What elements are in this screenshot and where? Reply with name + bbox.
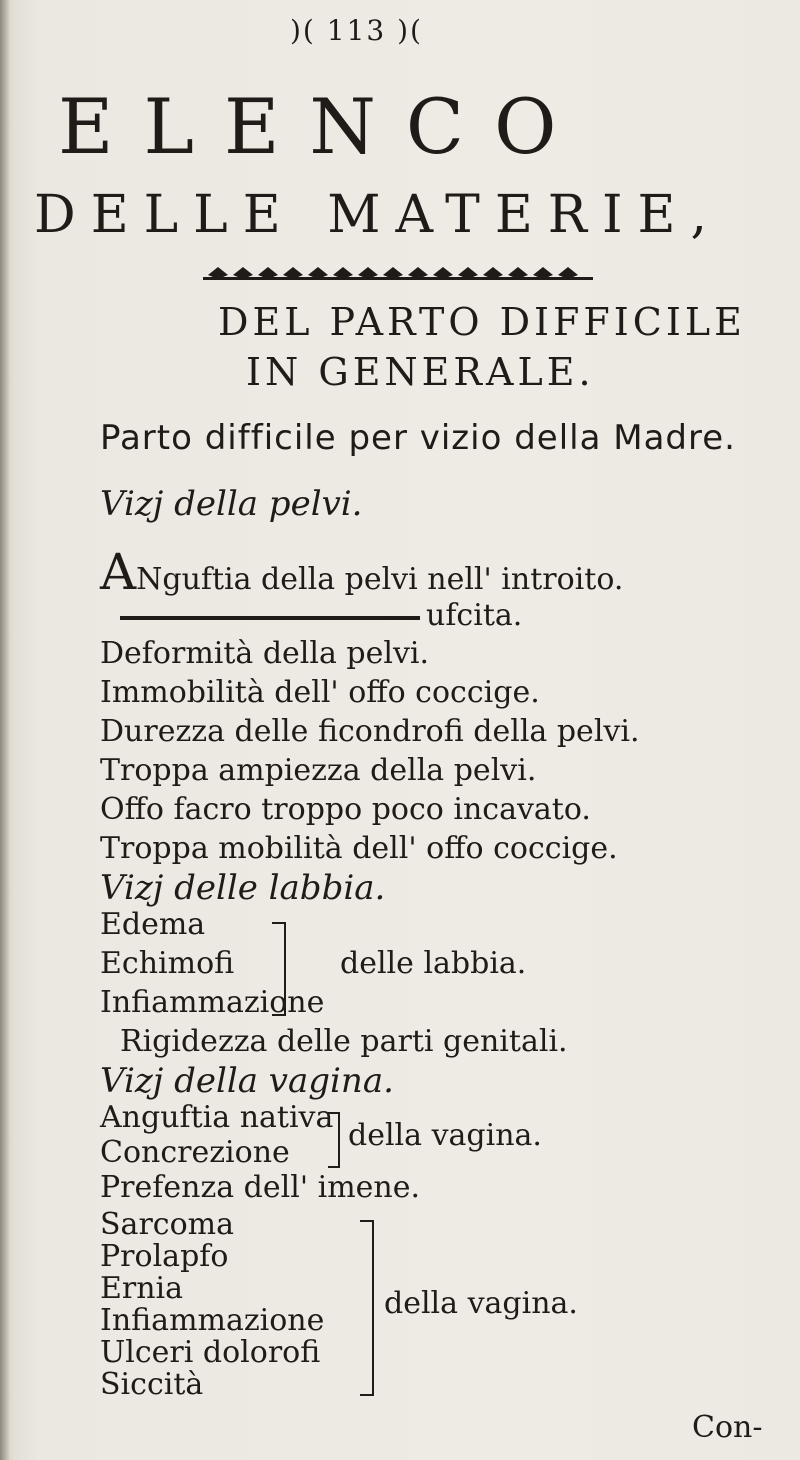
list-item: Deformità della pelvi. — [100, 636, 430, 671]
section-title-line-1: DEL PARTO DIFFICILE — [218, 300, 746, 344]
list-item: Troppa mobilità dell' offo coccige. — [100, 831, 618, 866]
list-item: Troppa ampiezza della pelvi. — [100, 753, 537, 788]
list-item: Concrezione — [100, 1135, 290, 1170]
page-number: )( 113 )( — [290, 14, 423, 47]
list-item: Immobilità dell' offo coccige. — [100, 675, 540, 710]
list-item — [100, 543, 623, 601]
list-item: Siccità — [100, 1367, 204, 1402]
subtitle: Parto difficile per vizio della Madre. — [100, 418, 736, 458]
heading-vizj-pelvi: Vizj della pelvi. — [100, 484, 363, 524]
list-item: Sarcoma — [100, 1207, 234, 1242]
section-title-line-2: IN GENERALE. — [246, 350, 595, 394]
heading-vizj-vagina: Vizj della vagina. — [100, 1061, 394, 1101]
list-item: Prefenza dell' imene. — [100, 1170, 421, 1205]
bracket-label: della vagina. — [384, 1286, 578, 1321]
list-item: Durezza delle ficondrofi della pelvi. — [100, 714, 640, 749]
list-item-text: Nguftia della pelvi nell' introito. — [136, 562, 624, 597]
page-edge-shadow — [0, 0, 10, 1460]
list-item: Infiammazione — [100, 1303, 325, 1338]
bracket-label: delle labbia. — [340, 946, 527, 981]
list-item: Echimofi — [100, 946, 235, 981]
title-line-2: DELLE MATERIE, — [34, 185, 722, 245]
list-item: Rigidezza delle parti genitali. — [120, 1024, 568, 1059]
heading-vizj-labbia: Vizj delle labbia. — [100, 868, 386, 908]
list-item: ufcita. — [426, 598, 523, 633]
bracket — [328, 1112, 340, 1168]
list-item: Ernia — [100, 1271, 184, 1306]
list-item: Anguftia nativa — [100, 1100, 334, 1135]
catchword: Con- — [692, 1410, 763, 1445]
list-item: Ulceri dolorofi — [100, 1335, 321, 1370]
list-item: Offo facro troppo poco incavato. — [100, 792, 591, 827]
list-item: Prolapfo — [100, 1239, 229, 1274]
list-item: Infiammazione — [100, 985, 325, 1020]
drop-initial: A — [100, 543, 137, 601]
ditto-dash — [120, 616, 420, 620]
bracket — [272, 922, 286, 1016]
title-line-1: ELENCO — [58, 82, 587, 171]
bracket-label: della vagina. — [348, 1118, 542, 1153]
bracket — [360, 1220, 374, 1396]
list-item: Edema — [100, 907, 206, 942]
ornament-rule — [203, 261, 593, 281]
